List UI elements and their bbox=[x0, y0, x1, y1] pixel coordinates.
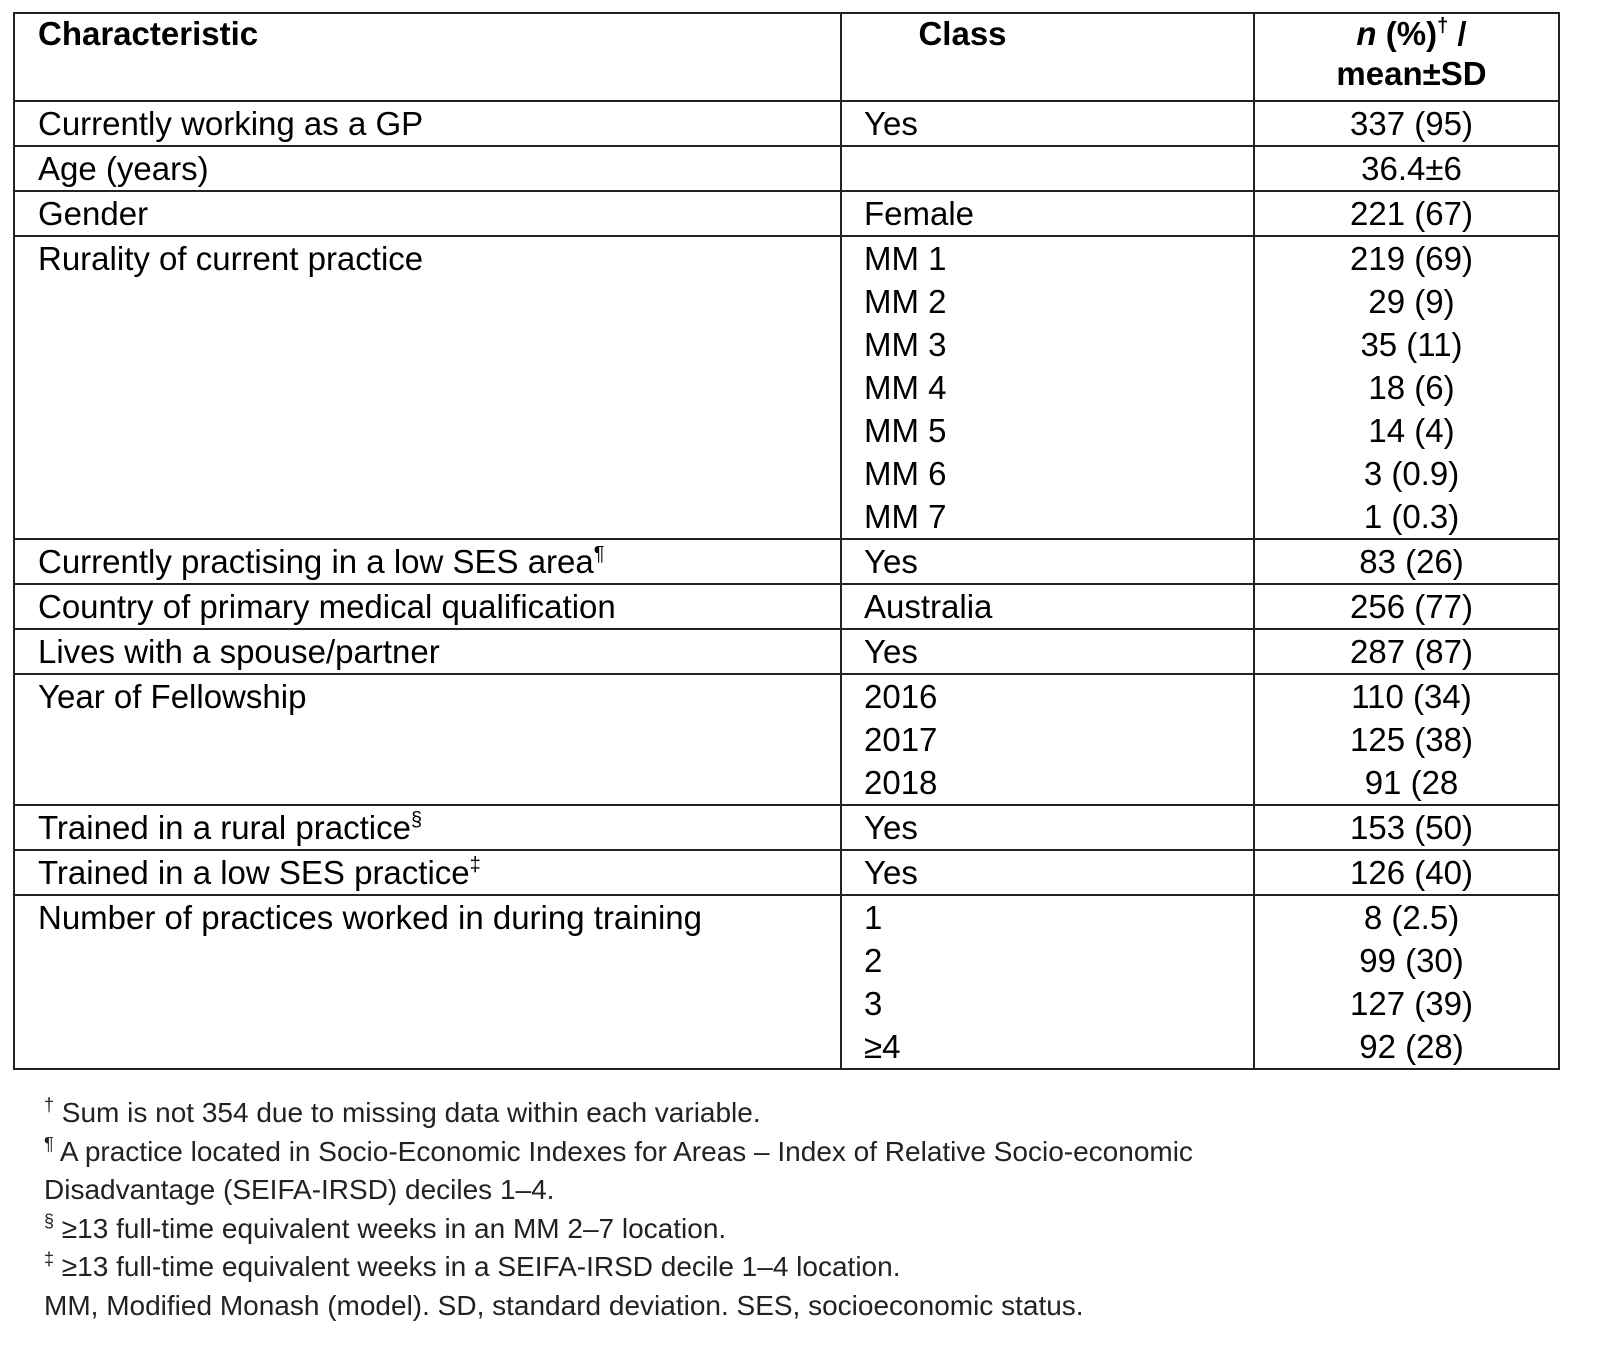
header-value-line2: mean±SD bbox=[1336, 55, 1487, 92]
class-value: MM 7 bbox=[864, 498, 947, 535]
class-value: 2 bbox=[864, 942, 883, 979]
table-body bbox=[14, 101, 1559, 1069]
count-value: 110 (34) bbox=[1351, 678, 1472, 715]
table-row bbox=[14, 674, 1559, 805]
characteristic-cell bbox=[14, 850, 841, 895]
count-value: 337 (95) bbox=[1350, 105, 1473, 142]
class-value: MM 3 bbox=[864, 326, 947, 363]
table-row bbox=[14, 101, 1559, 146]
value-cell bbox=[1254, 539, 1559, 584]
header-n-italic: n bbox=[1356, 15, 1377, 52]
characteristic-label: Gender bbox=[38, 195, 149, 232]
count-value: 14 (4) bbox=[1368, 412, 1455, 449]
class-value: Yes bbox=[864, 543, 918, 580]
count-value: 83 (26) bbox=[1359, 543, 1464, 580]
count-value: 256 (77) bbox=[1350, 588, 1473, 625]
characteristic-cell bbox=[14, 895, 841, 1069]
class-value: Yes bbox=[864, 105, 918, 142]
header-value-line1 bbox=[1265, 14, 1558, 54]
class-value: MM 2 bbox=[864, 283, 947, 320]
header-percent: (%) bbox=[1376, 15, 1438, 52]
footnote-text: ≥13 full-time equivalent weeks in an MM 2–7 location. bbox=[54, 1212, 727, 1244]
count-value: 125 (38) bbox=[1350, 721, 1473, 758]
footnote-mark: ¶ bbox=[44, 1133, 54, 1154]
footnote-text: A practice located in Socio-Economic Indexes for Areas – Index of Relative Socio-economic bbox=[53, 1135, 1193, 1167]
count-value: 91 (28 bbox=[1364, 764, 1459, 801]
count-value: 99 (30) bbox=[1359, 942, 1464, 979]
characteristic-cell bbox=[14, 101, 841, 146]
class-value: MM 5 bbox=[864, 412, 947, 449]
class-value: Yes bbox=[864, 809, 918, 846]
footnote-mark: ‡ bbox=[469, 854, 481, 876]
characteristic-cell bbox=[14, 191, 841, 236]
footnote-mark: ¶ bbox=[593, 543, 605, 565]
footnote-text: Disadvantage (SEIFA-IRSD) deciles 1–4. bbox=[44, 1174, 555, 1205]
characteristic-cell bbox=[14, 539, 841, 584]
footnote-line bbox=[44, 1171, 1193, 1210]
footnote-text: MM, Modified Monash (model). SD, standard deviation. SES, socioeconomic status. bbox=[44, 1289, 1084, 1321]
characteristic-label: Trained in a rural practice bbox=[38, 809, 411, 846]
class-value: Yes bbox=[864, 633, 918, 670]
footnote-mark: † bbox=[44, 1095, 55, 1115]
count-value: 153 (50) bbox=[1350, 809, 1473, 846]
characteristic-cell bbox=[14, 674, 841, 805]
header-characteristic bbox=[14, 13, 841, 101]
characteristic-label: Year of Fellowship bbox=[38, 678, 307, 715]
characteristic-cell bbox=[14, 146, 841, 191]
footnote-line bbox=[44, 1094, 1193, 1133]
class-cell bbox=[841, 850, 1254, 895]
class-value: MM 6 bbox=[864, 455, 947, 492]
characteristic-label: Lives with a spouse/partner bbox=[38, 633, 440, 670]
table-row bbox=[14, 539, 1559, 584]
class-cell bbox=[841, 236, 1254, 539]
characteristic-cell bbox=[14, 236, 841, 539]
table-row bbox=[14, 895, 1559, 1069]
value-cell bbox=[1254, 191, 1559, 236]
characteristic-label: Currently working as a GP bbox=[38, 105, 424, 142]
characteristic-cell bbox=[14, 584, 841, 629]
table-row bbox=[14, 584, 1559, 629]
footnote-line bbox=[44, 1133, 1193, 1172]
count-value: 127 (39) bbox=[1350, 985, 1473, 1022]
count-value: 1 (0.3) bbox=[1363, 498, 1460, 535]
class-value: MM 4 bbox=[864, 369, 947, 406]
footnote-text: Sum is not 354 due to missing data within each variable. bbox=[54, 1097, 761, 1128]
characteristic-label: Number of practices worked in during training bbox=[38, 899, 702, 936]
class-cell bbox=[841, 101, 1254, 146]
class-value bbox=[864, 147, 1253, 190]
count-value: 36.4±6 bbox=[1361, 150, 1462, 187]
value-cell bbox=[1254, 584, 1559, 629]
value-cell bbox=[1254, 674, 1559, 805]
footnote-mark: ‡ bbox=[44, 1249, 55, 1269]
class-value: 2017 bbox=[864, 721, 938, 758]
footnote-line bbox=[44, 1210, 1193, 1249]
class-cell bbox=[841, 191, 1254, 236]
header-class bbox=[841, 13, 1254, 101]
class-cell bbox=[841, 629, 1254, 674]
class-cell bbox=[841, 805, 1254, 850]
footnote-mark: § bbox=[44, 1210, 55, 1231]
footnote-mark: § bbox=[410, 809, 423, 831]
class-value: Female bbox=[864, 195, 975, 232]
characteristics-table bbox=[13, 12, 1560, 1070]
footnote-text: ≥13 full-time equivalent weeks in a SEIFA-IRSD decile 1–4 location. bbox=[54, 1251, 901, 1282]
table-row bbox=[14, 191, 1559, 236]
characteristic-label: Currently practising in a low SES area bbox=[38, 543, 594, 580]
header-value bbox=[1254, 13, 1559, 101]
count-value: 287 (87) bbox=[1350, 633, 1473, 670]
count-value: 92 (28) bbox=[1359, 1028, 1464, 1065]
class-value: Australia bbox=[864, 588, 993, 625]
characteristic-cell bbox=[14, 629, 841, 674]
table-row bbox=[14, 805, 1559, 850]
value-cell bbox=[1254, 850, 1559, 895]
class-value: 1 bbox=[864, 899, 883, 936]
class-cell bbox=[841, 584, 1254, 629]
header-characteristic-label: Characteristic bbox=[38, 15, 259, 52]
value-cell bbox=[1254, 895, 1559, 1069]
value-cell bbox=[1254, 805, 1559, 850]
count-value: 221 (67) bbox=[1350, 195, 1473, 232]
footnote-mark-dagger: † bbox=[1437, 15, 1449, 37]
footnote-line bbox=[44, 1248, 1193, 1287]
count-value: 29 (9) bbox=[1368, 283, 1455, 320]
class-cell bbox=[841, 539, 1254, 584]
value-cell bbox=[1254, 146, 1559, 191]
characteristic-label: Rurality of current practice bbox=[38, 240, 424, 277]
value-cell bbox=[1254, 236, 1559, 539]
table-row bbox=[14, 629, 1559, 674]
class-value: MM 1 bbox=[864, 240, 947, 277]
characteristic-cell bbox=[14, 805, 841, 850]
footnotes bbox=[44, 1094, 1193, 1325]
class-cell bbox=[841, 674, 1254, 805]
table-row bbox=[14, 236, 1559, 539]
characteristic-label: Trained in a low SES practice bbox=[38, 854, 470, 891]
characteristic-label: Age (years) bbox=[38, 150, 209, 187]
class-value: ≥4 bbox=[864, 1028, 901, 1065]
class-value: 2018 bbox=[864, 764, 938, 801]
class-value: Yes bbox=[864, 854, 918, 891]
characteristic-label: Country of primary medical qualification bbox=[38, 588, 616, 625]
class-cell bbox=[841, 895, 1254, 1069]
header-slash: / bbox=[1448, 15, 1467, 52]
class-value: 3 bbox=[864, 985, 883, 1022]
count-value: 219 (69) bbox=[1350, 240, 1473, 277]
footnote-line bbox=[44, 1287, 1193, 1326]
count-value: 126 (40) bbox=[1350, 854, 1473, 891]
table-row bbox=[14, 850, 1559, 895]
count-value: 8 (2.5) bbox=[1363, 899, 1460, 936]
class-value: 2016 bbox=[864, 678, 938, 715]
table-row bbox=[14, 146, 1559, 191]
count-value: 35 (11) bbox=[1360, 326, 1463, 363]
value-cell bbox=[1254, 629, 1559, 674]
count-value: 3 (0.9) bbox=[1363, 455, 1460, 492]
value-cell bbox=[1254, 101, 1559, 146]
class-cell bbox=[841, 146, 1254, 191]
header-class-label: Class bbox=[918, 15, 1007, 52]
header-row bbox=[14, 13, 1559, 101]
count-value: 18 (6) bbox=[1368, 369, 1455, 406]
